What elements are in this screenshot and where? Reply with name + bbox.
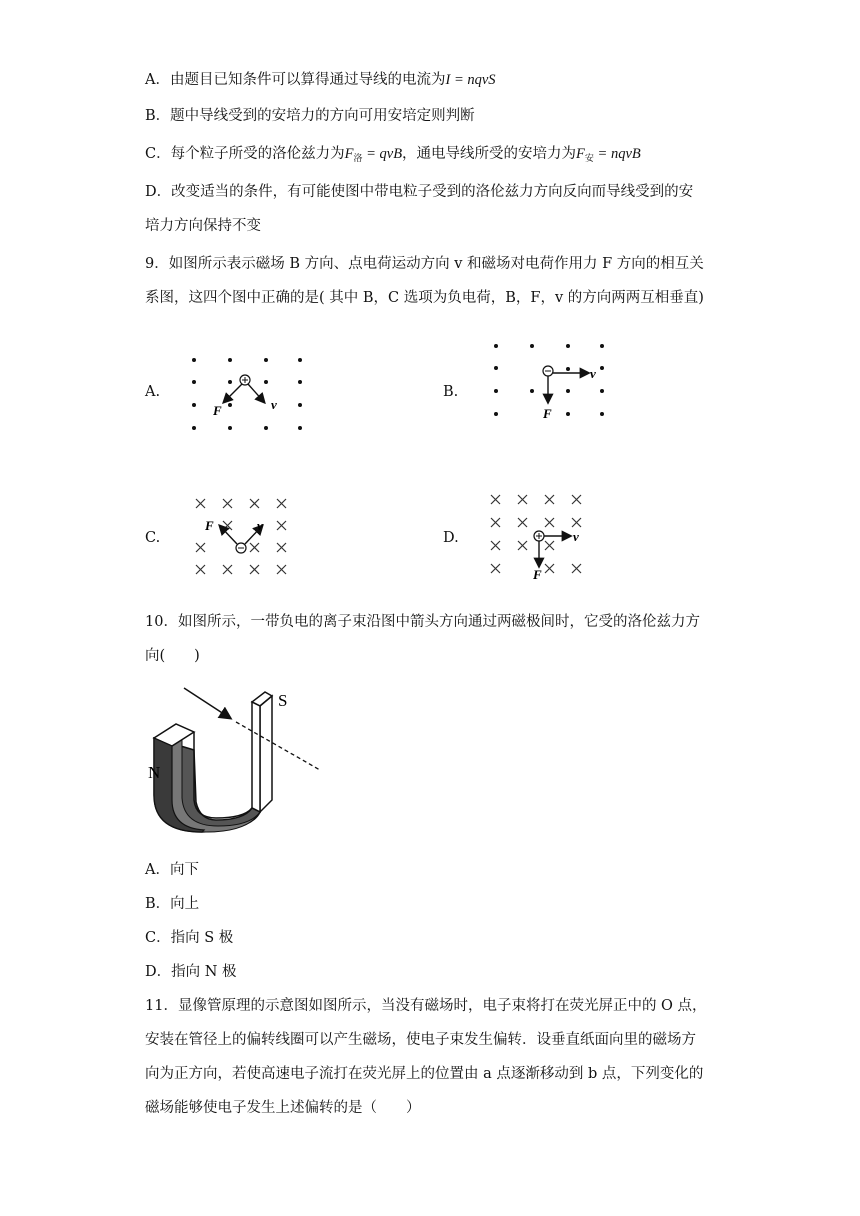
force-label: F — [533, 567, 542, 582]
q8-option-d-line2: 培力方向保持不变 — [145, 218, 261, 234]
velocity-label: v — [257, 518, 263, 533]
q9-option-c-label: C. — [145, 530, 161, 546]
q8-option-c: C．每个粒子所受的洛伦兹力为$F_洛$ = qvB，通电导线所受的安培力为$F_安$ = nqvB — [145, 146, 641, 164]
force-label: F — [543, 406, 552, 421]
q10-stem-line1: 10．如图所示，一带负电的离子束沿图中箭头方向通过两磁极间时，它受的洛伦兹力方 — [145, 614, 700, 630]
q11-stem-line4: 磁场能够使电子发生上述偏转的是（ ） — [145, 1100, 421, 1116]
velocity-label: v — [573, 529, 579, 544]
q9-stem-line1: 9．如图所示表示磁场 B 方向、点电荷运动方向 v 和磁场对电荷作用力 F 方向的相互关 — [145, 256, 704, 272]
q9-option-d-label: D. — [443, 530, 459, 546]
magnetic-field-crosses — [196, 499, 286, 574]
q9-figure-c — [190, 494, 300, 580]
q9-figure-d — [486, 490, 596, 582]
q8-option-b: B．题中导线受到的安培力的方向可用安培定则判断 — [145, 108, 475, 124]
ion-beam-path — [236, 722, 320, 770]
ion-beam-arrow — [184, 688, 230, 718]
force-label: F — [205, 518, 214, 533]
q8-option-d-line1: D．改变适当的条件，有可能使图中带电粒子受到的洛伦兹力方向反向而导线受到的安 — [145, 184, 694, 200]
q8-option-a: A．由题目已知条件可以算得通过导线的电流为I = nqvS — [145, 72, 496, 88]
q11-stem-line1: 11．显像管原理的示意图如图所示，当没有磁场时，电子束将打在荧光屏正中的 O 点， — [145, 998, 707, 1014]
pole-s-label: S — [278, 691, 288, 710]
q9-figure-a — [180, 348, 315, 438]
magnetic-field-dots — [192, 358, 302, 430]
velocity-arrow — [248, 384, 264, 402]
q11-stem-line2: 安装在管径上的偏转线圈可以产生磁场，使电子束发生偏转．设垂直纸面向里的磁场方 — [145, 1032, 696, 1048]
q10-stem-line2: 向( ) — [145, 648, 200, 664]
q10-option-c: C．指向 S 极 — [145, 930, 234, 946]
horseshoe-magnet — [154, 692, 272, 832]
q9-stem-line2: 系图，这四个图中正确的是( 其中 B，C 选项为负电荷，B，F，v 的方向两两互相垂直) — [145, 290, 704, 306]
force-arrow — [224, 384, 242, 402]
q11-stem-line3: 向为正方向，若使高速电子流打在荧光屏上的位置由 a 点逐渐移动到 b 点，下列变化的 — [145, 1066, 704, 1082]
force-label: F — [213, 403, 222, 418]
velocity-label: v — [271, 397, 277, 412]
formula-current: I = nqvS — [445, 72, 496, 88]
q9-figure-b — [484, 336, 624, 426]
velocity-label: v — [590, 366, 596, 381]
q10-magnet-figure — [140, 680, 330, 840]
q10-option-b: B．向上 — [145, 896, 200, 912]
q9-option-a-label: A. — [145, 384, 161, 400]
q10-option-a: A．向下 — [145, 862, 199, 878]
q9-option-b-label: B. — [443, 384, 459, 400]
force-arrow — [220, 526, 237, 544]
q10-option-d: D．指向 N 极 — [145, 964, 237, 980]
pole-n-label: N — [148, 763, 161, 782]
